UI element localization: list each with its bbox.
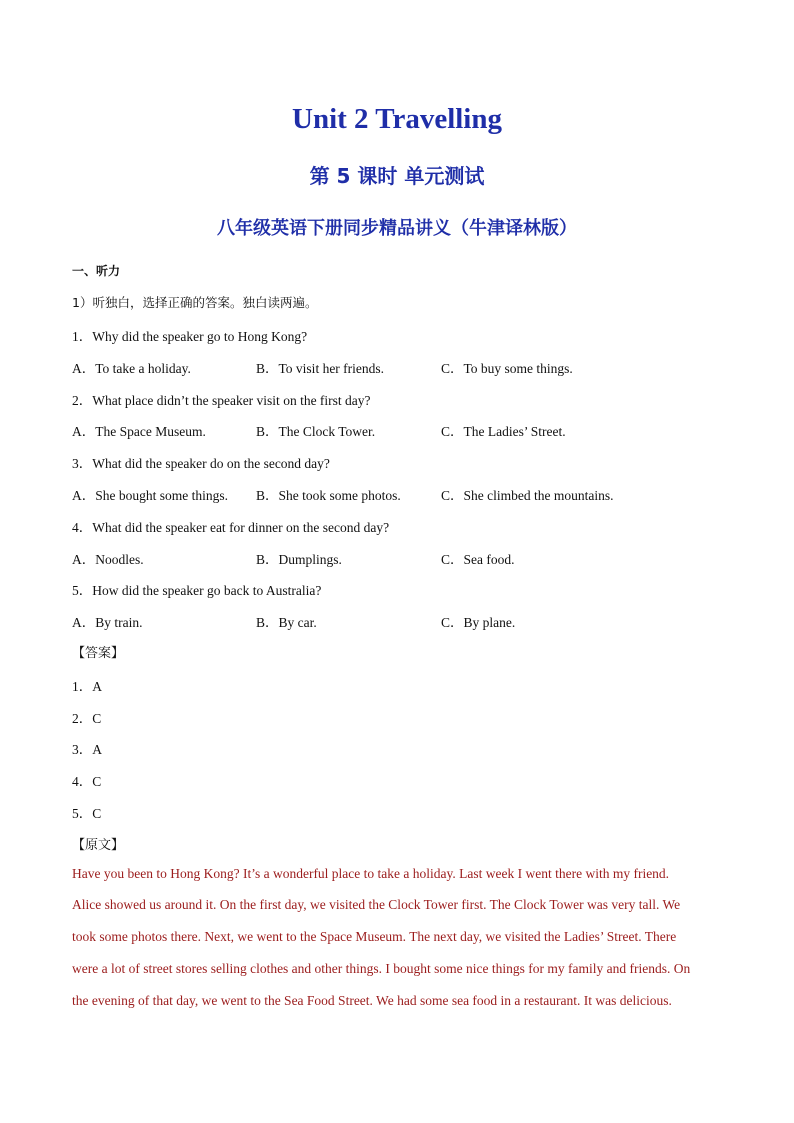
q4-option-c: C．Sea food.	[441, 552, 515, 567]
q2-option-b: B．The Clock Tower.	[256, 424, 376, 439]
answer-tag: 【答案】	[72, 646, 125, 661]
q5-option-c: C．By plane.	[441, 615, 516, 630]
question-4: 4．What did the speaker eat for dinner on the second day?	[72, 520, 390, 535]
q3-option-a: A．She bought some things.	[72, 488, 229, 503]
script-line-4: were a lot of street stores selling clothes and other things. I bought some nice things for my family and friends. On	[72, 961, 691, 976]
q5-option-a: A．By train.	[72, 615, 143, 630]
page-title: Unit 2 Travelling	[292, 103, 502, 135]
script-line-5: the evening of that day, we went to the Sea Food Street. We had some sea food in a restaurant. It was delicious.	[72, 993, 672, 1008]
question-5: 5．How did the speaker go back to Australia?	[72, 583, 322, 598]
script-line-2: Alice showed us around it. On the first day, we visited the Clock Tower first. The Clock Tower was very tall. We	[72, 897, 681, 912]
q1-option-a: A．To take a holiday.	[72, 361, 191, 376]
q4-option-b: B．Dumplings.	[256, 552, 342, 567]
q1-option-c: C．To buy some things.	[441, 361, 573, 376]
answer-5: 5．C	[72, 806, 102, 821]
q3-option-b: B．She took some photos.	[256, 488, 401, 503]
section-heading: 一、听力	[72, 264, 121, 278]
question-3: 3．What did the speaker do on the second day?	[72, 456, 330, 471]
instruction-text: 1）听独白，选择正确的答案。独白读两遍。	[72, 295, 318, 310]
script-tag: 【原文】	[72, 838, 125, 853]
q2-option-a: A．The Space Museum.	[72, 424, 206, 439]
q3-option-c: C．She climbed the mountains.	[441, 488, 614, 503]
lesson-subtitle: 第 5 课时 单元测试	[309, 164, 485, 188]
question-1: 1．Why did the speaker go to Hong Kong?	[72, 329, 308, 344]
answer-2: 2．C	[72, 711, 102, 726]
answer-4: 4．C	[72, 774, 102, 789]
script-line-1: Have you been to Hong Kong? It’s a wonderful place to take a holiday. Last week I went there with my friend.	[72, 866, 670, 881]
script-line-3: took some photos there. Next, we went to the Space Museum. The next day, we visited the Ladies’ Street. There	[72, 929, 677, 944]
q5-option-b: B．By car.	[256, 615, 317, 630]
q4-option-a: A．Noodles.	[72, 552, 144, 567]
question-2: 2．What place didn’t the speaker visit on the first day?	[72, 393, 371, 408]
answer-3: 3．A	[72, 742, 102, 757]
answer-1: 1．A	[72, 679, 102, 694]
series-subtitle: 八年级英语下册同步精品讲义（牛津译林版）	[217, 218, 577, 239]
q2-option-c: C．The Ladies’ Street.	[441, 424, 566, 439]
q1-option-b: B．To visit her friends.	[256, 361, 385, 376]
